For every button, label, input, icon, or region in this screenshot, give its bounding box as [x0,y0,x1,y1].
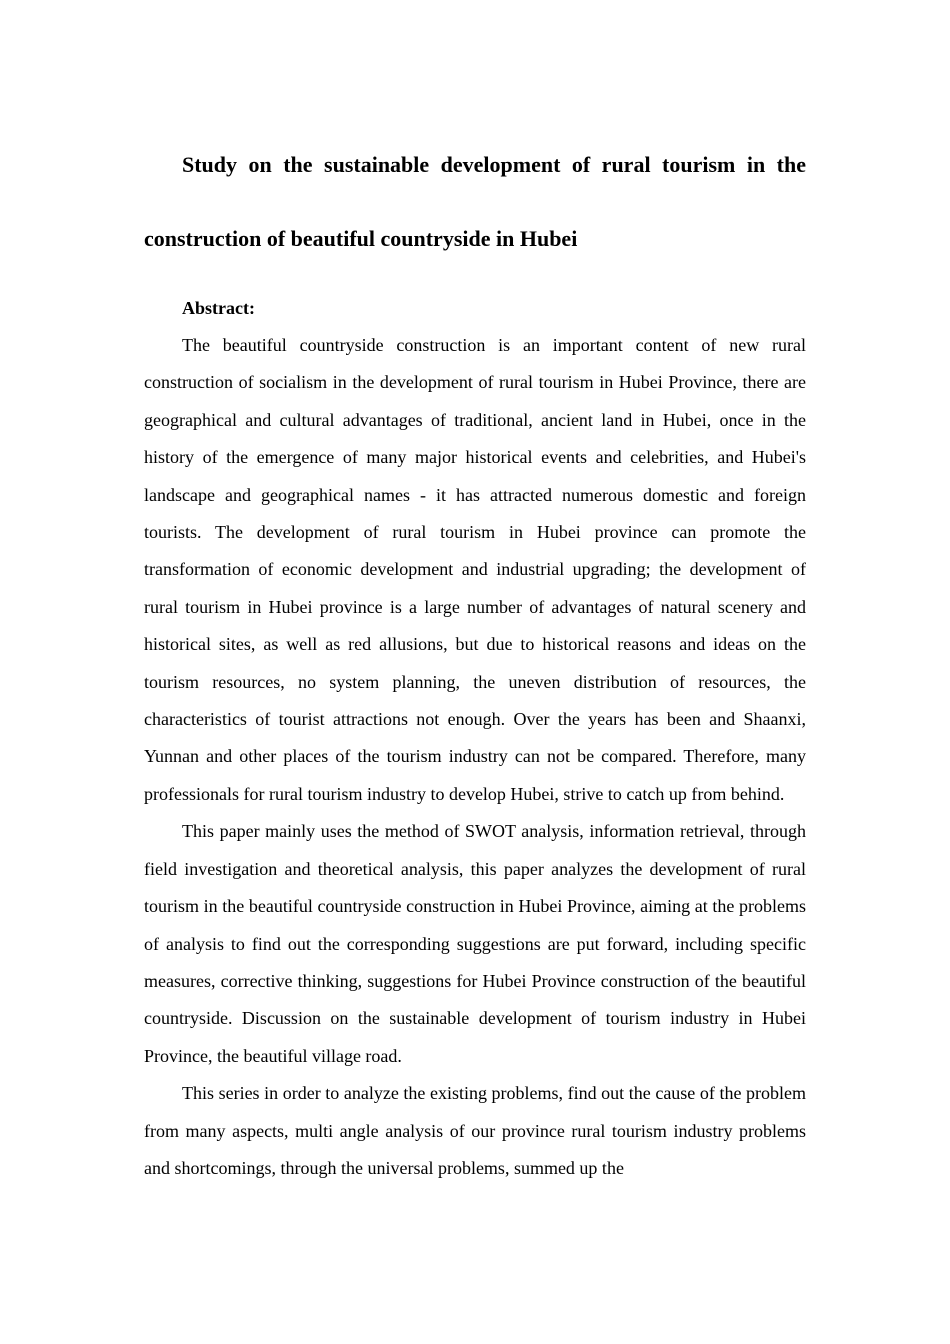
abstract-paragraph-1: The beautiful countryside construction is an important content of new rural construction of socialism in the development of rural tourism in Hubei Province, there are geographical and cultural advantages of traditional, ancient land in Hubei, once in the history of the emergence of many major historical events and celebrities, and Hubei's landscape and geographical names - it has attracted numerous domestic and foreign tourists. The development of rural tourism in Hubei province can promote the transformation of economic development and industrial upgrading; the development of rural tourism in Hubei province is a large number of advantages of natural scenery and historical sites, as well as red allusions, but due to historical reasons and ideas on the tourism resources, no system planning, the uneven distribution of resources, the characteristics of tourist attractions not enough. Over the years has been and Shaanxi, Yunnan and other places of the tourism industry can not be compared. Therefore, many professionals for rural tourism industry to develop Hubei, strive to catch up from behind. [144,335,806,804]
paper-title: Study on the sustainable development of rural tourism in the construction of beautiful countryside in Hubei [144,152,806,251]
abstract-paragraph-3: This series in order to analyze the existing problems, find out the cause of the problem from many aspects, multi angle analysis of our province rural tourism industry problems and shortcomings, through the universal problems, summed up the [144,1083,806,1178]
document-page [144,128,806,1187]
abstract-paragraph-2: This paper mainly uses the method of SWOT analysis, information retrieval, through field investigation and theoretical analysis, this paper analyzes the development of rural tourism in the beautiful countryside construction in Hubei Province, aiming at the problems of analysis to find out the corresponding suggestions are put forward, including specific measures, corrective thinking, suggestions for Hubei Province construction of the beautiful countryside. Discussion on the sustainable development of tourism industry in Hubei Province, the beautiful village road. [144,821,806,1066]
abstract-heading: Abstract: [182,298,255,318]
